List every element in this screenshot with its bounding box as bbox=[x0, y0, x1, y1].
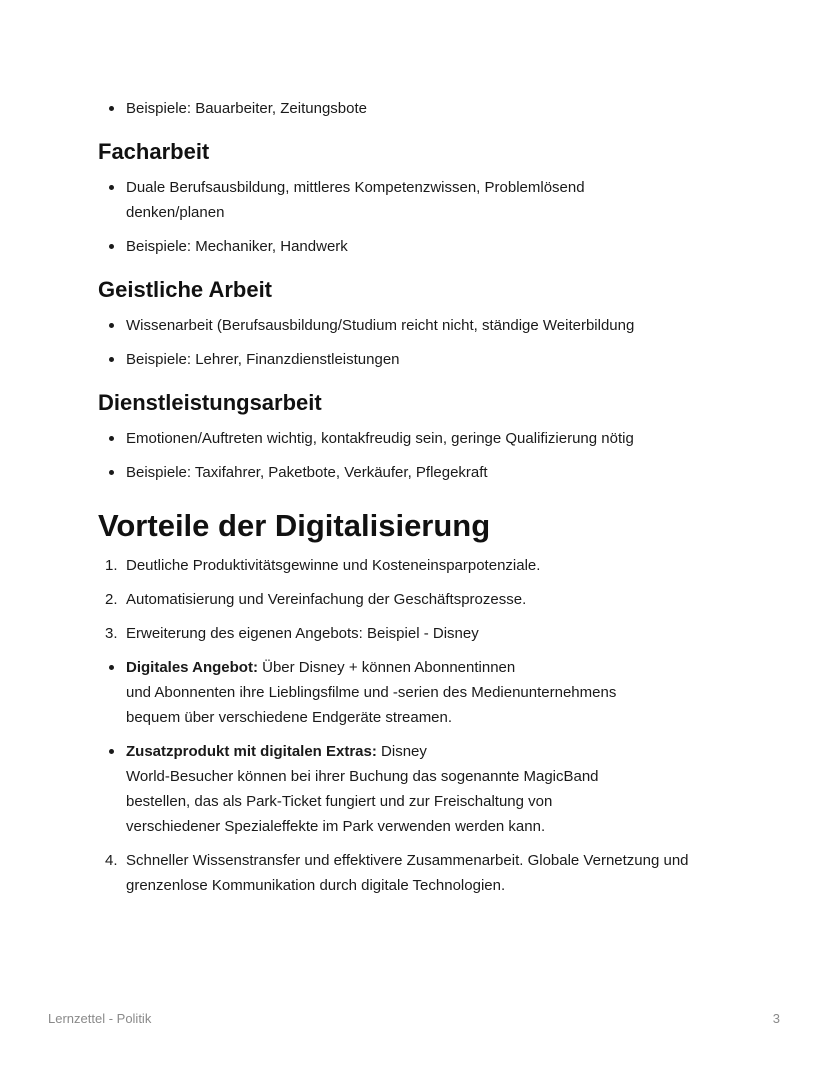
list-item: Beispiele: Mechaniker, Handwerk bbox=[98, 234, 718, 259]
facharbeit-list bbox=[98, 175, 718, 259]
ordered-item: 2. Automatisierung und Vereinfachung der Geschäftsprozesse. bbox=[105, 591, 527, 608]
list-item: Duale Berufsausbildung, mittleres Kompetenzwissen, Problemlösend denken/planen bbox=[98, 175, 646, 225]
geistliche-list bbox=[98, 313, 718, 372]
heading-dienstleistungsarbeit: Dienstleistungsarbeit bbox=[98, 390, 322, 415]
heading-vorteile: Vorteile der Digitalisierung bbox=[98, 508, 491, 543]
footer-title: Lernzettel - Politik bbox=[48, 1011, 152, 1026]
dienst-list bbox=[98, 426, 718, 485]
page-number: 3 bbox=[772, 1011, 780, 1026]
vorteile-bullet-list bbox=[98, 655, 718, 839]
ordered-item: 4. Schneller Wissenstransfer und effektivere Zusammenarbeit. Globale Vernetzung und grenzenlose Kommunikation durch digitale Technologien. bbox=[105, 852, 689, 894]
list-item: Beispiele: Taxifahrer, Paketbote, Verkäufer, Pflegekraft bbox=[98, 460, 718, 485]
page-content bbox=[98, 96, 718, 898]
list-item: Digitales Angebot: Über Disney + können Abonnentinnen und Abonnenten ihre Lieblingsfilme und -serien des Medienunternehmens bequem über verschiedene Endgeräte streamen. bbox=[98, 655, 666, 730]
list-item: Wissenarbeit (Berufsausbildung/Studium reicht nicht, ständige Weiterbildung bbox=[98, 313, 718, 338]
vorteile-ordered-list bbox=[98, 553, 718, 646]
list-item: Beispiele: Lehrer, Finanzdienstleistungen bbox=[98, 347, 718, 372]
ordered-item: 1. Deutliche Produktivitätsgewinne und Kosteneinsparpotenziale. bbox=[105, 557, 541, 574]
list-item: Zusatzprodukt mit digitalen Extras: Disney World-Besucher können bei ihrer Buchung das sogenannte MagicBand bestellen, das als Park-Ticket fungiert und zur Freischaltung von verschiedener Spezialeffekte im Park verwenden werden kann. bbox=[98, 739, 626, 839]
ordered-item: 3. Erweiterung des eigenen Angebots: Beispiel - Disney bbox=[105, 625, 479, 642]
heading-geistliche-arbeit: Geistliche Arbeit bbox=[98, 277, 273, 302]
list-item: Beispiele: Bauarbeiter, Zeitungsbote bbox=[98, 96, 718, 121]
list-item: Emotionen/Auftreten wichtig, kontakfreudig sein, geringe Qualifizierung nötig bbox=[98, 426, 718, 451]
vorteile-ordered-list-continued bbox=[98, 848, 718, 898]
heading-facharbeit: Facharbeit bbox=[98, 139, 210, 164]
intro-list bbox=[98, 96, 718, 121]
